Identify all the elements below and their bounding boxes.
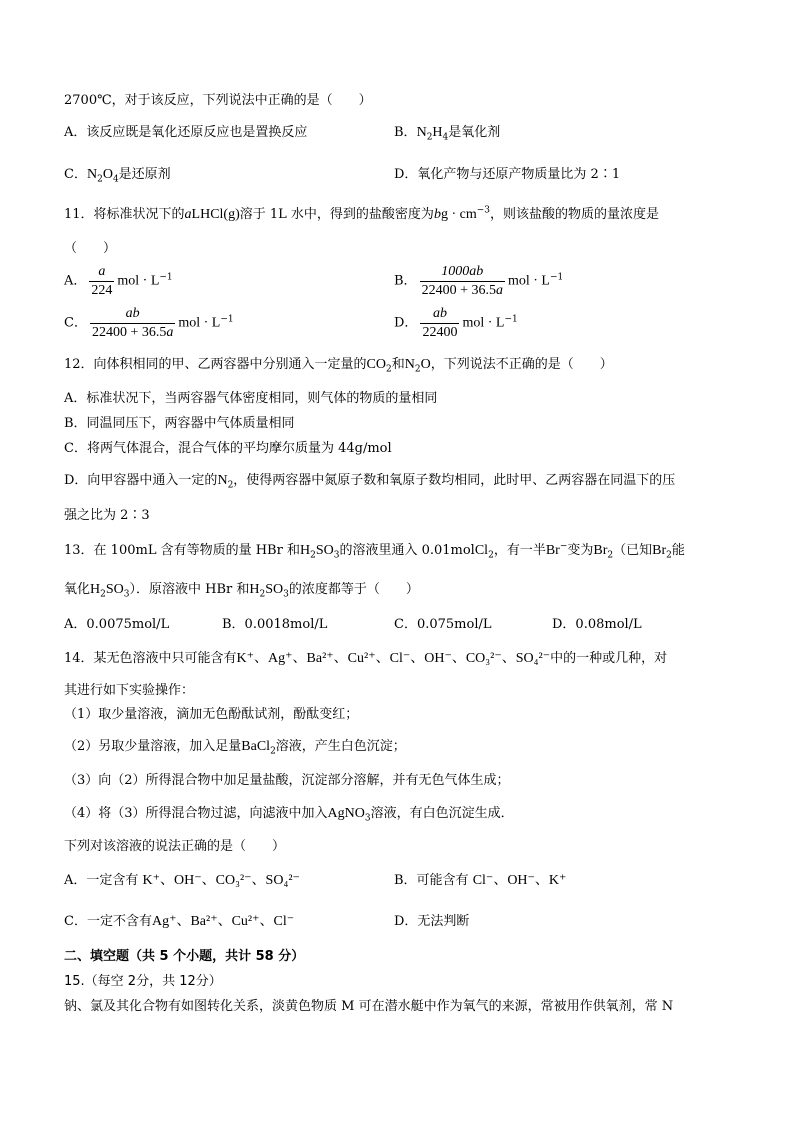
q12-option-d[interactable]: D．向甲容器中通入一定的$N_2$，使得两容器中氮原子数和氧原子数均相同，此时甲、乙两容器在同温下的压: [64, 473, 676, 491]
q11-c-fraction: $\frac{ab}{22400 + 36.5a}$: [91, 306, 174, 340]
q10-option-a[interactable]: A．该反应既是氧化还原反应也是置换反应: [64, 125, 308, 140]
q12-option-a[interactable]: A．标准状况下，当两容器气体密度相同，则气体的物质的量相同: [64, 391, 438, 406]
q14-option-b[interactable]: B．可能含有 Cl⁻、OH⁻、K⁺: [394, 873, 567, 888]
q11-d-fraction: $\frac{ab}{22400}$: [422, 306, 458, 340]
q10-stem: 2700℃，对于该反应，下列说法中正确的是（ ）: [64, 93, 372, 108]
q14-step-1: （1）取少量溶液，滴加无色酚酞试剂，酚酞变红；: [64, 707, 359, 722]
q14-step-2: （2）另取少量溶液，加入足量BaCl$_2$溶液，产生白色沉淀；: [64, 739, 406, 757]
q10-option-d[interactable]: D．氧化产物与还原产物质量比为 2∶1: [394, 167, 621, 182]
q14-question: 下列对该溶液的说法正确的是（ ）: [64, 839, 286, 854]
q14-stem: 14．某无色溶液中只可能含有K⁺、Ag⁺、Ba²⁺、Cu²⁺、Cl⁻、OH⁻、CO₃²⁻、SO₄²⁻中的一种或几种，对: [64, 651, 668, 666]
q11-option-c[interactable]: C． $\frac{ab}{22400 + 36.5a}$ mol · $L^{-1}$: [64, 306, 234, 340]
section-heading: 二、填空题（共 5 个小题，共计 58 分）: [64, 949, 305, 964]
q12-option-d-line2: 强之比为 2∶3: [64, 508, 150, 523]
q13-option-a[interactable]: A．0.0075mol/L: [64, 617, 170, 632]
q10-option-c[interactable]: C．$N_2O_4$是还原剂: [64, 167, 171, 185]
q14-stem-line2: 其进行如下实验操作：: [64, 683, 195, 698]
q11-option-d[interactable]: D． $\frac{ab}{22400}$ mol · $L^{-1}$: [394, 306, 518, 340]
q13-option-b[interactable]: B．0.0018mol/L: [222, 617, 328, 632]
q10-option-b[interactable]: B．$N_2H_4$是氧化剂: [394, 125, 501, 143]
q11-option-a[interactable]: A． $\frac{a}{224}$ mol · $L^{-1}$: [64, 264, 173, 298]
q13-stem-line2: 氧化$H_2SO_3$）．原溶液中 HBr 和$H_2SO_3$的浓度都等于（ ）: [64, 582, 419, 600]
q11-b-fraction: $\frac{1000ab}{22400 + 36.5a}$: [421, 264, 503, 298]
q11-option-b[interactable]: B． $\frac{1000ab}{22400 + 36.5a}$ mol · $L^{-1}$: [394, 264, 564, 298]
q12-stem: 12．向体积相同的甲、乙两容器中分别通入一定量的$CO_2$和$N_2O$，下列说法不正确的是（ ）: [64, 357, 613, 375]
q15-header: 15.（每空 2分，共 12分）: [64, 974, 222, 989]
q14-option-d[interactable]: D．无法判断: [394, 914, 470, 929]
q12-option-b[interactable]: B．同温同压下，两容器中气体质量相同: [64, 416, 295, 431]
q13-stem: 13．在 100mL 含有等物质的量 HBr 和$H_2SO_3$的溶液里通入 0.01molCl$_2$，有一半Br−变为$Br_2$（已知$Br_2$能: [64, 541, 685, 561]
q14-option-c[interactable]: C．一定不含有Ag⁺、Ba²⁺、Cu²⁺、Cl⁻: [64, 914, 295, 929]
q11-a-fraction: $\frac{a}{224}$: [91, 264, 113, 298]
q12-option-c[interactable]: C．将两气体混合，混合气体的平均摩尔质量为 44g/mol: [64, 441, 392, 456]
q11-stem: 11．将标准状况下的aLHCl(g)溶于 1L 水中，得到的盐酸密度为bg · $cm^{-3}$，则该盐酸的物质的量浓度是: [64, 205, 659, 222]
q14-option-a[interactable]: A．一定含有 K⁺、OH⁻、CO₃²⁻、SO₄²⁻: [64, 873, 300, 888]
q14-step-3: （3）向（2）所得混合物中加足量盐酸，沉淀部分溶解，并有无色气体生成；: [64, 773, 510, 788]
q13-option-c[interactable]: C．0.075mol/L: [394, 617, 492, 632]
q13-option-d[interactable]: D．0.08mol/L: [552, 617, 642, 632]
q15-text: 钠、氯及其化合物有如图转化关系，淡黄色物质 M 可在潜水艇中作为氧气的来源，常被用作供氧剂，常 N: [64, 999, 674, 1014]
q11-stem-line2: （ ）: [64, 241, 117, 256]
q14-step-4: （4）将（3）所得混合物过滤，向滤液中加入AgNO$_3$溶液，有白色沉淀生成．: [64, 806, 514, 824]
